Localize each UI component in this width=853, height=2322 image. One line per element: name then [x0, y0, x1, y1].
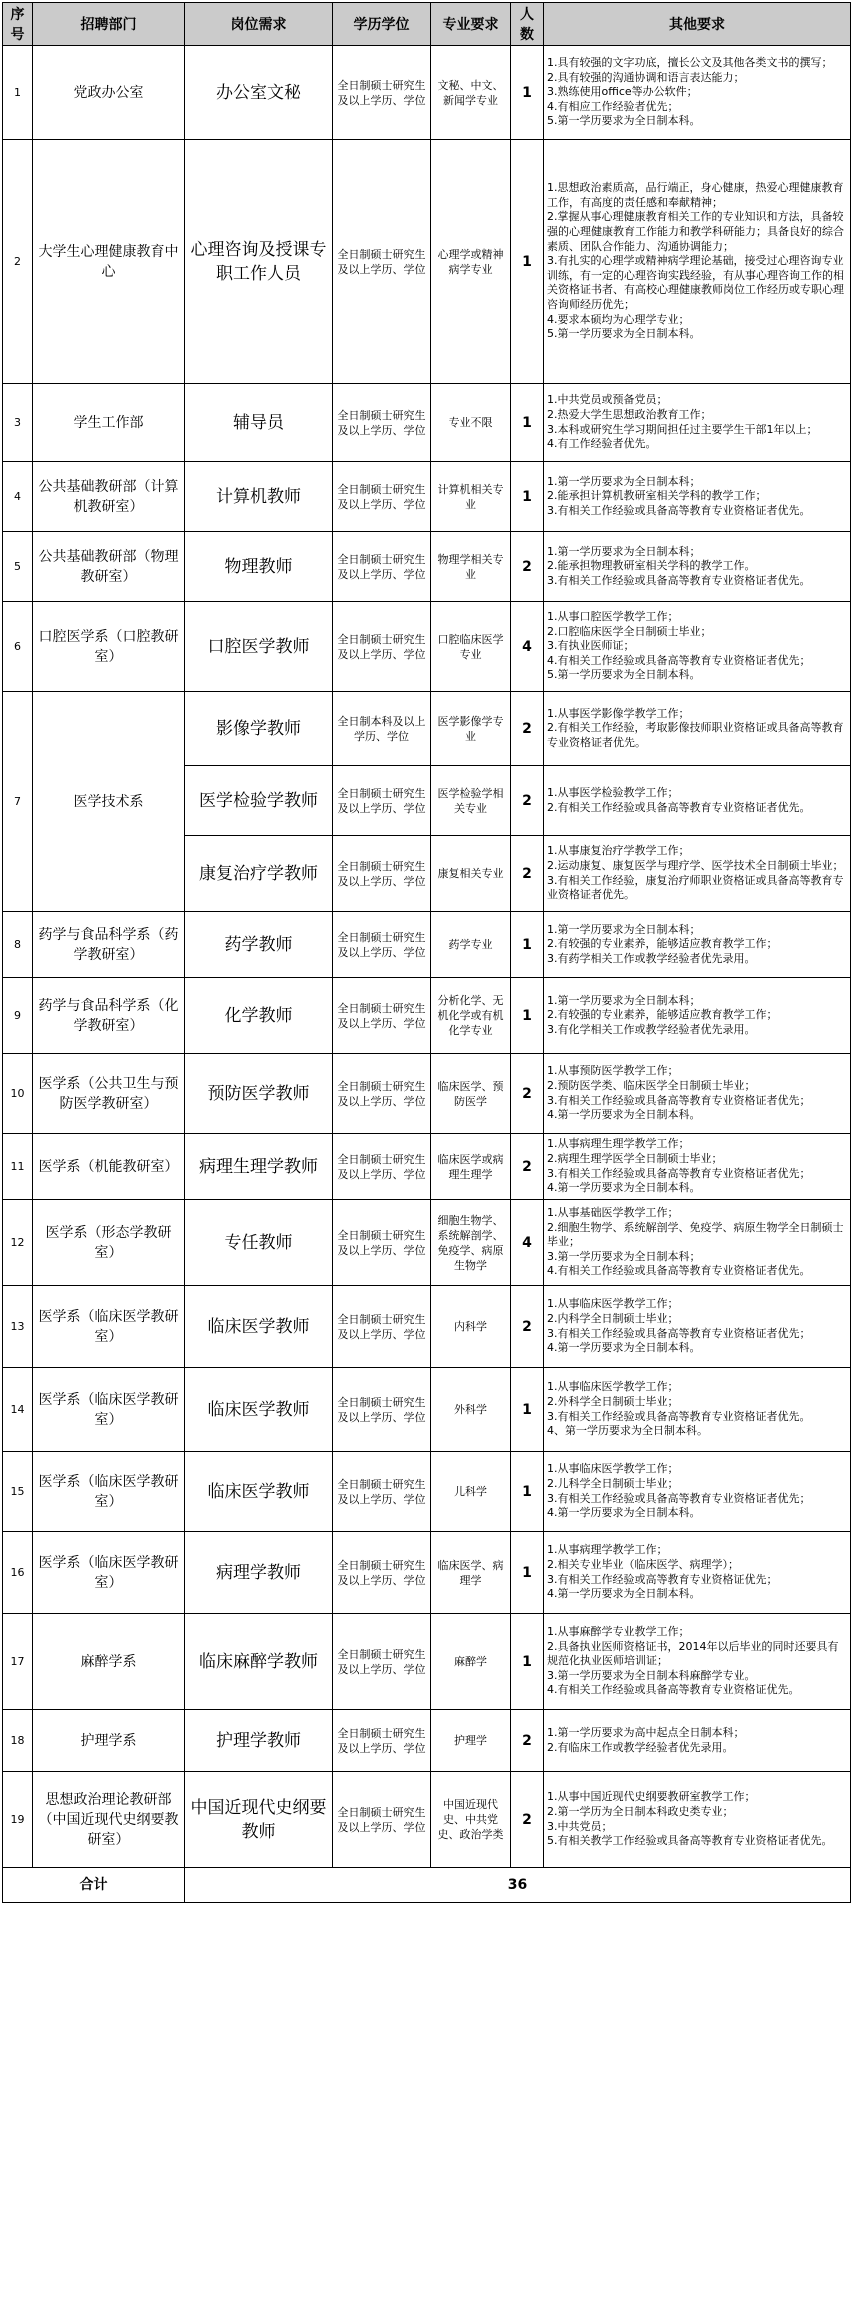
row-requirements: 1.从事病理学教学工作； 2.相关专业毕业（临床医学、病理学）； 3.有相关工作经验或高等教育专业资格证优先； 4.第一学历要求为全日制本科。: [544, 1532, 851, 1614]
row-major: 外科学: [431, 1368, 511, 1452]
row-no: 9: [3, 978, 33, 1054]
row-dept: 大学生心理健康教育中心: [33, 140, 185, 384]
row-no: 12: [3, 1200, 33, 1286]
row-count: 1: [511, 1368, 544, 1452]
row-requirements: 1.从事麻醉学专业教学工作； 2.具备执业医师资格证书，2014年以后毕业的同时还要具有规范化执业医师培训证； 3.第一学历要求为全日制本科麻醉学专业。 4.有相关工作经验或具备高等教育专业资格证优先。: [544, 1614, 851, 1710]
row-no: 5: [3, 532, 33, 602]
row-count: 2: [511, 836, 544, 912]
row-position: 心理咨询及授课专职工作人员: [185, 140, 333, 384]
row-count: 1: [511, 1614, 544, 1710]
row-major: 物理学相关专业: [431, 532, 511, 602]
row-education: 全日制硕士研究生及以上学历、学位: [333, 1368, 431, 1452]
row-major: 麻醉学: [431, 1614, 511, 1710]
row-no: 18: [3, 1710, 33, 1772]
row-education: 全日制硕士研究生及以上学历、学位: [333, 602, 431, 692]
row-dept: 公共基础教研部（计算机教研室）: [33, 462, 185, 532]
table-row: [3, 1368, 851, 1452]
row-dept: 医学系（机能教研室）: [33, 1134, 185, 1200]
row-count: 1: [511, 912, 544, 978]
row-dept: 医学系（公共卫生与预防医学教研室）: [33, 1054, 185, 1134]
table-row: [3, 1772, 851, 1868]
row-requirements: 1.从事临床医学教学工作； 2.外科学全日制硕士毕业； 3.有相关工作经验或具备高等教育专业资格证者优先。 4、第一学历要求为全日制本科。: [544, 1368, 851, 1452]
total-label: 合计: [3, 1868, 185, 1903]
row-education: 全日制硕士研究生及以上学历、学位: [333, 1772, 431, 1868]
row-position: 物理教师: [185, 532, 333, 602]
table-row: [3, 1286, 851, 1368]
row-dept: 医学系（临床医学教研室）: [33, 1452, 185, 1532]
row-count: 2: [511, 692, 544, 766]
table-row: [3, 46, 851, 140]
row-requirements: 1.具有较强的文字功底，擅长公文及其他各类文书的撰写； 2.具有较强的沟通协调和语言表达能力； 3.熟练使用office等办公软件； 4.有相应工作经验者优先； 5.第一学历要求为全日制本科。: [544, 46, 851, 140]
row-no: 16: [3, 1532, 33, 1614]
row-major: 康复相关专业: [431, 836, 511, 912]
row-no: 19: [3, 1772, 33, 1868]
recruitment-table-container: [2, 2, 851, 1903]
row-education: 全日制硕士研究生及以上学历、学位: [333, 462, 431, 532]
row-major: 药学专业: [431, 912, 511, 978]
row-major: 临床医学、病理学: [431, 1532, 511, 1614]
row-position: 病理生理学教师: [185, 1134, 333, 1200]
row-major: 计算机相关专业: [431, 462, 511, 532]
row-position: 影像学教师: [185, 692, 333, 766]
row-count: 2: [511, 1054, 544, 1134]
row-major: 内科学: [431, 1286, 511, 1368]
row-dept: 医学技术系: [33, 692, 185, 912]
row-major: 文秘、中文、新闻学专业: [431, 46, 511, 140]
row-major: 医学检验学相关专业: [431, 766, 511, 836]
row-dept: 药学与食品科学系（药学教研室）: [33, 912, 185, 978]
row-major: 分析化学、无机化学或有机化学专业: [431, 978, 511, 1054]
table-row: [3, 978, 851, 1054]
row-count: 2: [511, 1772, 544, 1868]
row-major: 护理学: [431, 1710, 511, 1772]
row-no: 15: [3, 1452, 33, 1532]
row-major: 细胞生物学、系统解剖学、免疫学、病原生物学: [431, 1200, 511, 1286]
row-position: 辅导员: [185, 384, 333, 462]
row-position: 药学教师: [185, 912, 333, 978]
header-count: 人数: [511, 3, 544, 46]
row-dept: 医学系（临床医学教研室）: [33, 1286, 185, 1368]
row-education: 全日制硕士研究生及以上学历、学位: [333, 978, 431, 1054]
row-position: 临床医学教师: [185, 1368, 333, 1452]
row-requirements: 1.中共党员或预备党员； 2.热爱大学生思想政治教育工作； 3.本科或研究生学习期间担任过主要学生干部1年以上； 4.有工作经验者优先。: [544, 384, 851, 462]
table-row: [3, 1054, 851, 1134]
row-count: 2: [511, 532, 544, 602]
table-row: [3, 912, 851, 978]
row-position: 护理学教师: [185, 1710, 333, 1772]
row-requirements: 1.从事基础医学教学工作； 2.细胞生物学、系统解剖学、免疫学、病原生物学全日制硕士毕业； 3.第一学历要求为全日制本科； 4.有相关工作经验或具备高等教育专业资格证者优先。: [544, 1200, 851, 1286]
row-requirements: 1.从事临床医学教学工作； 2.内科学全日制硕士毕业； 3.有相关工作经验或具备高等教育专业资格证者优先； 4.第一学历要求为全日制本科。: [544, 1286, 851, 1368]
row-no: 17: [3, 1614, 33, 1710]
row-dept: 医学系（临床医学教研室）: [33, 1368, 185, 1452]
row-major: 心理学或精神病学专业: [431, 140, 511, 384]
row-position: 中国近现代史纲要教师: [185, 1772, 333, 1868]
row-requirements: 1.从事临床医学教学工作； 2.儿科学全日制硕士毕业； 3.有相关工作经验或具备高等教育专业资格证者优先； 4.第一学历要求为全日制本科。: [544, 1452, 851, 1532]
row-requirements: 1.从事中国近现代史纲要教研室教学工作； 2.第一学历为全日制本科政史类专业； 3.中共党员； 5.有相关教学工作经验或具备高等教育专业资格证者优先。: [544, 1772, 851, 1868]
row-education: 全日制硕士研究生及以上学历、学位: [333, 1710, 431, 1772]
row-dept: 医学系（临床医学教研室）: [33, 1532, 185, 1614]
table-row: [3, 462, 851, 532]
row-position: 口腔医学教师: [185, 602, 333, 692]
row-no: 8: [3, 912, 33, 978]
row-major: 医学影像学专业: [431, 692, 511, 766]
row-count: 2: [511, 766, 544, 836]
row-no: 7: [3, 692, 33, 912]
table-row: [3, 384, 851, 462]
row-dept: 麻醉学系: [33, 1614, 185, 1710]
row-education: 全日制硕士研究生及以上学历、学位: [333, 766, 431, 836]
row-position: 临床医学教师: [185, 1286, 333, 1368]
row-major: 临床医学或病理生理学: [431, 1134, 511, 1200]
row-count: 1: [511, 1452, 544, 1532]
table-row: [3, 1710, 851, 1772]
row-dept: 医学系（形态学教研室）: [33, 1200, 185, 1286]
row-count: 2: [511, 1286, 544, 1368]
row-dept: 思想政治理论教研部（中国近现代史纲要教研室）: [33, 1772, 185, 1868]
row-position: 化学教师: [185, 978, 333, 1054]
table-row: [3, 1200, 851, 1286]
header-other: 其他要求: [544, 3, 851, 46]
row-no: 6: [3, 602, 33, 692]
row-requirements: 1.从事预防医学教学工作； 2.预防医学类、临床医学全日制硕士毕业； 3.有相关工作经验或具备高等教育专业资格证者优先； 4.第一学历要求为全日制本科。: [544, 1054, 851, 1134]
row-requirements: 1.从事医学影像学教学工作； 2.有相关工作经验，考取影像技师职业资格证或具备高等教育专业资格证者优先。: [544, 692, 851, 766]
row-position: 计算机教师: [185, 462, 333, 532]
row-dept: 护理学系: [33, 1710, 185, 1772]
row-position: 临床麻醉学教师: [185, 1614, 333, 1710]
table-row: [3, 1614, 851, 1710]
row-education: 全日制硕士研究生及以上学历、学位: [333, 1614, 431, 1710]
row-requirements: 1.第一学历要求为全日制本科； 2.能承担物理教研室相关学科的教学工作。 3.有相关工作经验或具备高等教育专业资格证者优先。: [544, 532, 851, 602]
row-education: 全日制硕士研究生及以上学历、学位: [333, 1200, 431, 1286]
row-requirements: 1.第一学历要求为全日制本科； 2.有较强的专业素养，能够适应教育教学工作； 3.有药学相关工作或教学经验者优先录用。: [544, 912, 851, 978]
row-count: 1: [511, 46, 544, 140]
row-requirements: 1.第一学历要求为全日制本科； 2.能承担计算机教研室相关学科的教学工作； 3.有相关工作经验或具备高等教育专业资格证者优先。: [544, 462, 851, 532]
row-count: 4: [511, 602, 544, 692]
row-dept: 公共基础教研部（物理教研室）: [33, 532, 185, 602]
row-position: 专任教师: [185, 1200, 333, 1286]
row-no: 4: [3, 462, 33, 532]
row-no: 10: [3, 1054, 33, 1134]
total-value: 36: [185, 1868, 851, 1903]
table-row: [3, 1452, 851, 1532]
row-count: 1: [511, 1532, 544, 1614]
header-education: 学历学位: [333, 3, 431, 46]
row-requirements: 1.从事医学检验教学工作； 2.有相关工作经验或具备高等教育专业资格证者优先。: [544, 766, 851, 836]
row-position: 办公室文秘: [185, 46, 333, 140]
row-position: 预防医学教师: [185, 1054, 333, 1134]
table-row: [3, 692, 851, 766]
row-education: 全日制硕士研究生及以上学历、学位: [333, 46, 431, 140]
row-count: 1: [511, 384, 544, 462]
header-major: 专业要求: [431, 3, 511, 46]
row-education: 全日制硕士研究生及以上学历、学位: [333, 140, 431, 384]
recruitment-table: [2, 2, 851, 1903]
row-count: 1: [511, 140, 544, 384]
row-no: 1: [3, 46, 33, 140]
row-education: 全日制硕士研究生及以上学历、学位: [333, 912, 431, 978]
table-row: [3, 140, 851, 384]
row-no: 2: [3, 140, 33, 384]
row-position: 医学检验学教师: [185, 766, 333, 836]
header-position: 岗位需求: [185, 3, 333, 46]
row-count: 2: [511, 1710, 544, 1772]
row-education: 全日制硕士研究生及以上学历、学位: [333, 1452, 431, 1532]
row-education: 全日制硕士研究生及以上学历、学位: [333, 836, 431, 912]
row-requirements: 1.第一学历要求为高中起点全日制本科； 2.有临床工作或教学经验者优先录用。: [544, 1710, 851, 1772]
row-requirements: 1.从事康复治疗学教学工作； 2.运动康复、康复医学与理疗学、医学技术全日制硕士毕业； 3.有相关工作经验，康复治疗师职业资格证或具备高等教育专业资格证者优先。: [544, 836, 851, 912]
row-requirements: 1.思想政治素质高，品行端正，身心健康，热爱心理健康教育工作，有高度的责任感和奉献精神； 2.掌握从事心理健康教育相关工作的专业知识和方法，具备较强的心理健康教育工作能力和教学科研能力；具备良好的综合素质、团队合作能力、沟通协调能力； 3.有扎实的心理学或精神病学理论基础，接受过心理咨询专业训练，有一定的心理咨询实践经验，有从事心理咨询工作的相关资格证书者、有高校心理健康教师岗位工作经历或专职心理咨询师经历优先； 4.要求本硕均为心理学专业； 5.第一学历要求为全日制本科。: [544, 140, 851, 384]
row-major: 口腔临床医学专业: [431, 602, 511, 692]
row-dept: 口腔医学系（口腔教研室）: [33, 602, 185, 692]
row-no: 3: [3, 384, 33, 462]
row-major: 临床医学、预防医学: [431, 1054, 511, 1134]
row-count: 2: [511, 1134, 544, 1200]
row-requirements: 1.第一学历要求为全日制本科； 2.有较强的专业素养，能够适应教育教学工作； 3.有化学相关工作或教学经验者优先录用。: [544, 978, 851, 1054]
row-major: 专业不限: [431, 384, 511, 462]
row-education: 全日制硕士研究生及以上学历、学位: [333, 1134, 431, 1200]
table-header-row: [3, 3, 851, 46]
row-education: 全日制硕士研究生及以上学历、学位: [333, 1532, 431, 1614]
header-no: 序号: [3, 3, 33, 46]
total-row: [3, 1868, 851, 1903]
header-dept: 招聘部门: [33, 3, 185, 46]
row-no: 13: [3, 1286, 33, 1368]
row-count: 1: [511, 462, 544, 532]
table-row: [3, 1532, 851, 1614]
row-dept: 学生工作部: [33, 384, 185, 462]
row-requirements: 1.从事病理生理学教学工作； 2.病理生理学医学全日制硕士毕业； 3.有相关工作经验或具备高等教育专业资格证者优先； 4.第一学历要求为全日制本科。: [544, 1134, 851, 1200]
row-education: 全日制硕士研究生及以上学历、学位: [333, 532, 431, 602]
row-major: 儿科学: [431, 1452, 511, 1532]
row-count: 4: [511, 1200, 544, 1286]
row-count: 1: [511, 978, 544, 1054]
table-row: [3, 532, 851, 602]
table-row: [3, 1134, 851, 1200]
row-major: 中国近现代史、中共党史、政治学类: [431, 1772, 511, 1868]
row-requirements: 1.从事口腔医学教学工作； 2.口腔临床医学全日制硕士毕业； 3.有执业医师证； 4.有相关工作经验或具备高等教育专业资格证者优先； 5.第一学历要求为全日制本科。: [544, 602, 851, 692]
table-row: [3, 602, 851, 692]
row-dept: 党政办公室: [33, 46, 185, 140]
row-position: 康复治疗学教师: [185, 836, 333, 912]
row-education: 全日制硕士研究生及以上学历、学位: [333, 1286, 431, 1368]
row-education: 全日制硕士研究生及以上学历、学位: [333, 384, 431, 462]
row-education: 全日制本科及以上学历、学位: [333, 692, 431, 766]
row-education: 全日制硕士研究生及以上学历、学位: [333, 1054, 431, 1134]
row-no: 14: [3, 1368, 33, 1452]
row-no: 11: [3, 1134, 33, 1200]
row-position: 临床医学教师: [185, 1452, 333, 1532]
row-position: 病理学教师: [185, 1532, 333, 1614]
row-dept: 药学与食品科学系（化学教研室）: [33, 978, 185, 1054]
